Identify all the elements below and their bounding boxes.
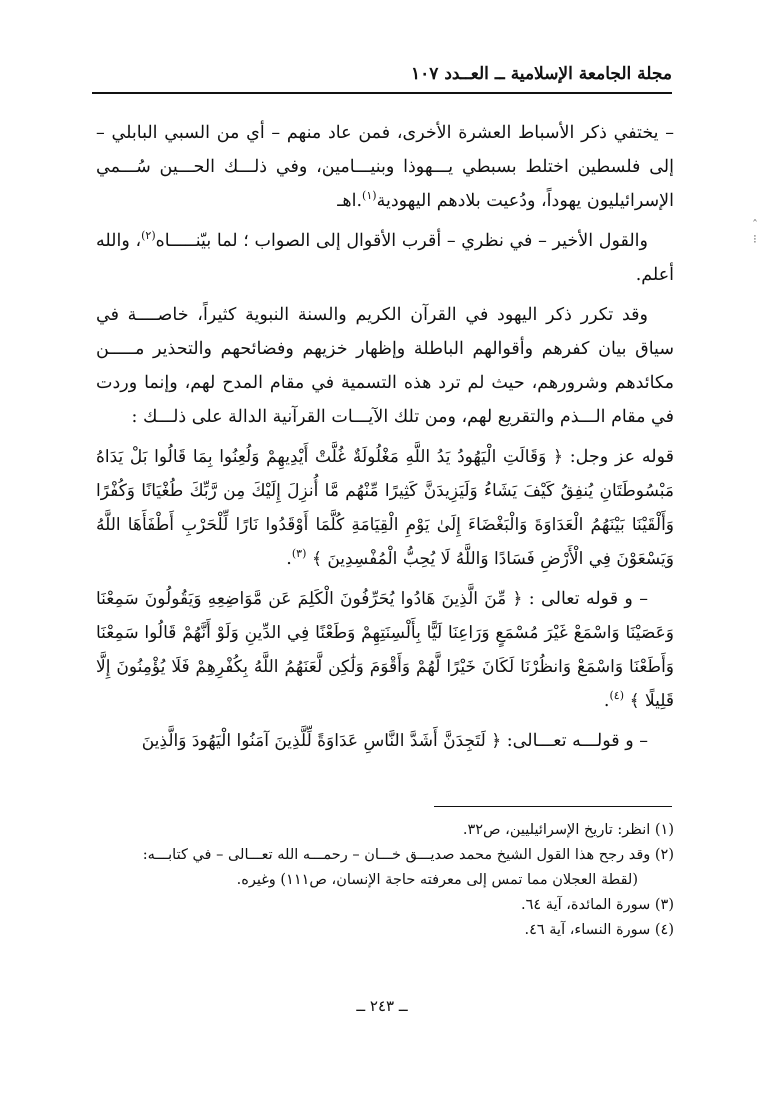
quran-verse-1: ﴿ وَقَالَتِ الْيَهُودُ يَدُ اللَّهِ مَغْلُولَةٌ غُلَّتْ أَيْدِيهِمْ وَلُعِنُوا بِمَا قَالُوا بَلْ يَدَاهُ مَبْسُوطَتَانِ يُنفِقُ كَيْفَ يَشَاءُ وَلَيَزِيدَنَّ كَثِيرًا مِّنْهُم مَّا أُنزِلَ إِلَيْكَ مِن رَّبِّكَ طُغْيَانًا وَكُفْرًا وَأَلْقَيْنَا بَيْنَهُمُ الْعَدَاوَةَ وَالْبَغْضَاءَ إِلَىٰ يَوْمِ الْقِيَامَةِ كُلَّمَا أَوْقَدُوا نَارًا لِّلْحَرْبِ أَطْفَأَهَا اللَّهُ وَيَسْعَوْنَ فِي الْأَرْضِ فَسَادًا وَاللَّهُ لَا يُحِبُّ الْمُفْسِدِينَ ﴾	[96, 447, 674, 569]
footnote-2: (٢) وقد رجح هذا القول الشيخ محمد صديـــق خـــان – رحمـــه الله تعـــالى – في كتابـــه:	[142, 847, 674, 863]
footnote-ref-2: (٢)	[141, 229, 156, 243]
margin-mark-top: ˆ	[752, 218, 758, 232]
quran-verse-2: ﴿ مِّنَ الَّذِينَ هَادُوا يُحَرِّفُونَ الْكَلِمَ عَن مَّوَاضِعِهِ وَيَقُولُونَ سَمِعْنَا وَعَصَيْنَا وَاسْمَعْ غَيْرَ مُسْمَعٍ وَرَاعِنَا لَيًّا بِأَلْسِنَتِهِمْ وَطَعْنًا فِي الدِّينِ وَلَوْ أَنَّهُمْ قَالُوا سَمِعْنَا وَأَطَعْنَا وَاسْمَعْ وَانظُرْنَا لَكَانَ خَيْرًا لَّهُمْ وَأَقْوَمَ وَلَٰكِن لَّعَنَهُمُ اللَّهُ بِكُفْرِهِمْ فَلَا يُؤْمِنُونَ إِلَّا قَلِيلًا ﴾	[96, 589, 674, 711]
page-number: ــ ٢٤٣ ــ	[356, 997, 408, 1015]
paragraph-1: – يختفي ذكر الأسباط العشرة الأخرى، فمن عاد منهم – أي من السبي البابلي – إلى فلسطين اختلط بسبطي يـــهوذا وبنيـــامين، وفي ذلـــك الحـــين سُـــمي الإسرائيليون يهوداً، ودُعيت بلادهم اليهودية$^{(١)}$.اهـ	[96, 123, 674, 211]
paragraph-3: وقد تكرر ذكر اليهود في القرآن الكريم والسنة النبوية كثيراً، خاصــــة في سياق بيان كفرهم وأقوالهم الباطلة وإظهار خزيهم وفضائحهم والتحذير مـــــن مكائدهم وشرورهم، حيث لم ترد هذه التسمية في مقام المدح لهم، وإنما وردت في مقام الـــذم والتقريع لهم، ومن تلك الآيـــات القرآنية الدالة على ذلـــك :	[96, 305, 674, 427]
footnote-4: (٤) سورة النساء، آية ٤٦.	[524, 922, 674, 938]
footnote-ref-3: (٣)	[291, 547, 307, 561]
footnote-ref-4: (٤)	[609, 689, 625, 703]
footnote-3: (٣) سورة المائدة، آية ٦٤.	[521, 897, 674, 913]
paragraph-2: والقول الأخير – في نظري – أقرب الأقوال إلى الصواب ؛ لما بيّنـــــاه$^{(٢)}$، والله أعلم.	[96, 229, 674, 285]
footnote-rule	[434, 806, 672, 807]
margin-mark-side: ⁝	[753, 232, 757, 246]
header-rule	[92, 92, 672, 94]
verse-block-2: – و قوله تعالى : ﴿ مِّنَ الَّذِينَ هَادُوا يُحَرِّفُونَ الْكَلِمَ عَن مَّوَاضِعِهِ وَيَقُولُونَ سَمِعْنَا وَعَصَيْنَا وَاسْمَعْ غَيْرَ مُسْمَعٍ وَرَاعِنَا لَيًّا بِأَلْسِنَتِهِمْ وَطَعْنًا فِي الدِّينِ وَلَوْ أَنَّهُمْ قَالُوا سَمِعْنَا وَأَطَعْنَا وَاسْمَعْ وَانظُرْنَا لَكَانَ خَيْرًا لَّهُمْ وَأَقْوَمَ وَلَٰكِن لَّعَنَهُمُ اللَّهُ بِكُفْرِهِمْ فَلَا يُؤْمِنُونَ إِلَّا قَلِيلًا ﴾ $^{(٤)}$.	[96, 589, 674, 711]
footnotes	[96, 818, 674, 943]
running-header: مجلة الجامعة الإسلامية ــ العــدد ١٠٧	[411, 64, 672, 84]
footnote-2-continued: (لقطة العجلان مما تمس إلى معرفته حاجة الإنسان، ص١١١) وغيره.	[236, 872, 638, 888]
footnote-ref-1: (١)	[362, 189, 377, 203]
main-text	[96, 116, 674, 764]
footnote-1: (١) انظر: تاريخ الإسرائيليين، ص٣٢.	[462, 822, 674, 838]
verse-block-1: قوله عز وجل: ﴿ وَقَالَتِ الْيَهُودُ يَدُ اللَّهِ مَغْلُولَةٌ غُلَّتْ أَيْدِيهِمْ وَلُعِنُوا بِمَا قَالُوا بَلْ يَدَاهُ مَبْسُوطَتَانِ يُنفِقُ كَيْفَ يَشَاءُ وَلَيَزِيدَنَّ كَثِيرًا مِّنْهُم مَّا أُنزِلَ إِلَيْكَ مِن رَّبِّكَ طُغْيَانًا وَكُفْرًا وَأَلْقَيْنَا بَيْنَهُمُ الْعَدَاوَةَ وَالْبَغْضَاءَ إِلَىٰ يَوْمِ الْقِيَامَةِ كُلَّمَا أَوْقَدُوا نَارًا لِّلْحَرْبِ أَطْفَأَهَا اللَّهُ وَيَسْعَوْنَ فِي الْأَرْضِ فَسَادًا وَاللَّهُ لَا يُحِبُّ الْمُفْسِدِينَ ﴾ $^{(٣)}$.	[96, 447, 674, 569]
verse-block-3: – و قولـــه تعـــالى: ﴿ لَتَجِدَنَّ أَشَدَّ النَّاسِ عَدَاوَةً لِّلَّذِينَ آمَنُوا الْيَهُودَ وَالَّذِينَ	[141, 731, 648, 751]
quran-verse-3: ﴿ لَتَجِدَنَّ أَشَدَّ النَّاسِ عَدَاوَةً لِّلَّذِينَ آمَنُوا الْيَهُودَ وَالَّذِينَ	[141, 731, 502, 751]
